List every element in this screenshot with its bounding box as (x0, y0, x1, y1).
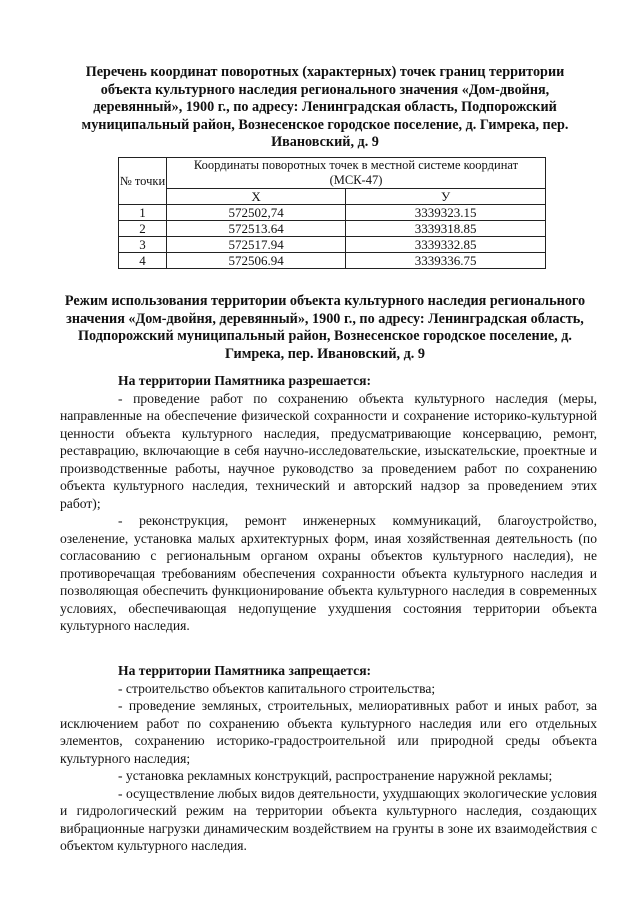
coordinates-list-title: Перечень координат поворотных (характерных) точек границ территории объекта культурного наследия регионального значения «Дом-двойня, деревянный», 1900 г., по адресу: Ленинградская область, Подпорожский муниципальный район, Вознесенское городское поселение, д. Гимрека, пер. Ивановский, д. 9 (81, 64, 569, 151)
point-number: 4 (119, 253, 167, 269)
table-row (119, 237, 546, 253)
forbidden-item-3: - установка рекламных конструкций, распространение наружной рекламы; (118, 768, 553, 783)
coord-x: 572513.64 (167, 221, 346, 237)
coord-y: 3339336.75 (346, 253, 546, 269)
point-number: 3 (119, 237, 167, 253)
table-row (119, 221, 546, 237)
coord-y: 3339323.15 (346, 205, 546, 221)
coord-y: 3339318.85 (346, 221, 546, 237)
point-number: 1 (119, 205, 167, 221)
coord-x: 572502,74 (167, 205, 346, 221)
coord-x: 572506.94 (167, 253, 346, 269)
allowed-section (60, 372, 597, 635)
point-number: 2 (119, 221, 167, 237)
forbidden-item-4: - осуществление любых видов деятельности, ухудшающих экологические условия и гидрологический режим на территории объекта культурного наследия, создающих вибрационные нагрузки динамическим воздействием на грунты в зоне их взаимодействия с объектом культурного наследия. (60, 785, 597, 853)
table-row (119, 205, 546, 221)
header-point-number: № точки (119, 158, 167, 205)
forbidden-item-2: - проведение земляных, строительных, мелиоративных работ и иных работ, за исключением работ по сохранению объекта культурного наследия или его отдельных элементов, сохранению историко-градостроительной или природной среды объекта культурного наследия; (60, 698, 597, 766)
forbidden-heading: На территории Памятника запрещается: (118, 663, 372, 678)
allowed-paragraph-2: - реконструкция, ремонт инженерных коммуникаций, благоустройство, озеленение, установка малых архитектурных форм, иная хозяйственная деятельность (по согласованию с региональным органом охраны объектов культурного наследия), не противоречащая требованиям обеспечения сохранности объекта культурного наследия и позволяющая обеспечить функционирование объекта культурного наследия в современных условиях, обеспечивающая недопущение ухудшения состояния территории объекта культурного наследия. (60, 513, 597, 633)
allowed-paragraph-1: - проведение работ по сохранению объекта культурного наследия (меры, направленные на обеспечение физической сохранности и сохранение историко-культурной ценности объекта культурного наследия, предусматривающие консервацию, ремонт, реставрацию, включающие в себя научно-исследовательские, изыскательские, проектные и производственные работы, научное руководство за проведением работ по сохранению объекта культурного наследия, технический и авторский надзор за проведением этих работ); (60, 390, 597, 511)
coord-x: 572517.94 (167, 237, 346, 253)
allowed-heading: На территории Памятника разрешается: (118, 373, 371, 388)
forbidden-section (60, 662, 597, 855)
usage-regime-title: Режим использования территории объекта культурного наследия регионального значения «Дом-двойня, деревянный», 1900 г., по адресу: Ленинградская область, Подпорожский муниципальный район, Вознесенское городское поселение, д. Гимрека, пер. Ивановский, д. 9 (64, 293, 586, 362)
header-coordinates: Координаты поворотных точек в местной системе координат (МСК-47) (167, 158, 546, 189)
table-row (119, 253, 546, 269)
header-y: У (346, 189, 546, 205)
coordinates-table (118, 157, 546, 269)
header-x: X (167, 189, 346, 205)
forbidden-item-1: - строительство объектов капитального строительства; (118, 680, 436, 696)
coord-y: 3339332.85 (346, 237, 546, 253)
